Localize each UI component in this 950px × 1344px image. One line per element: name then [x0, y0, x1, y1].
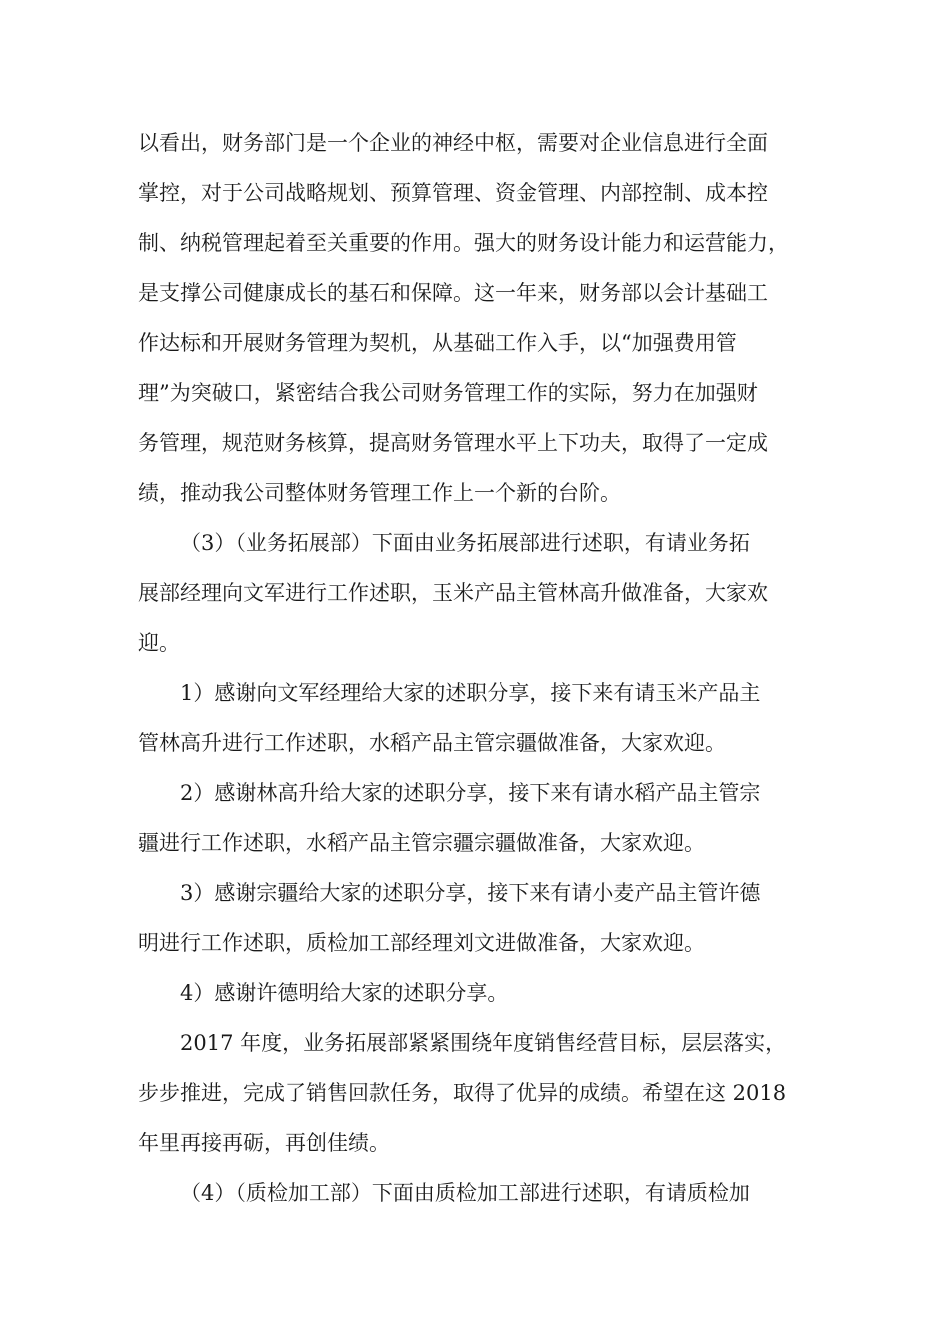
- text-line: 步步推进，完成了销售回款任务，取得了优异的成绩。希望在这 2018: [138, 1081, 787, 1105]
- text-line: 1）感谢向文军经理给大家的述职分享，接下来有请玉米产品主: [180, 681, 761, 705]
- text-line: 展部经理向文军进行工作述职，玉米产品主管林高升做准备，大家欢: [138, 581, 768, 605]
- text-line: 以看出，财务部门是一个企业的神经中枢，需要对企业信息进行全面: [138, 131, 768, 155]
- text-line: 掌控，对于公司战略规划、预算管理、资金管理、内部控制、成本控: [138, 181, 768, 205]
- text-line: 作达标和开展财务管理为契机，从基础工作入手，以“加强费用管: [138, 331, 737, 355]
- text-line: （3）（业务拓展部）下面由业务拓展部进行述职，有请业务拓: [180, 531, 750, 555]
- text-line: 疆进行工作述职，水稻产品主管宗疆宗疆做准备，大家欢迎。: [138, 831, 705, 855]
- text-line: （4）（质检加工部）下面由质检加工部进行述职，有请质检加: [180, 1181, 750, 1205]
- text-line: 是支撑公司健康成长的基石和保障。这一年来，财务部以会计基础工: [138, 281, 768, 305]
- text-line: 2017 年度，业务拓展部紧紧围绕年度销售经营目标，层层落实，: [180, 1031, 787, 1055]
- document-body: [138, 118, 828, 1218]
- text-line: 明进行工作述职，质检加工部经理刘文进做准备，大家欢迎。: [138, 931, 705, 955]
- text-line: 迎。: [138, 631, 180, 655]
- text-line: 4）感谢许德明给大家的述职分享。: [180, 981, 509, 1005]
- text-line: 理”为突破口，紧密结合我公司财务管理工作的实际，努力在加强财: [138, 381, 758, 405]
- text-line: 3）感谢宗疆给大家的述职分享，接下来有请小麦产品主管许德: [180, 881, 761, 905]
- text-line: 制、纳税管理起着至关重要的作用。强大的财务设计能力和运营能力，: [138, 231, 789, 255]
- text-line: 绩，推动我公司整体财务管理工作上一个新的台阶。: [138, 481, 621, 505]
- text-line: 管林高升进行工作述职，水稻产品主管宗疆做准备，大家欢迎。: [138, 731, 726, 755]
- text-line: 2）感谢林高升给大家的述职分享，接下来有请水稻产品主管宗: [180, 781, 761, 805]
- text-line: 年里再接再砺，再创佳绩。: [138, 1131, 390, 1155]
- text-line: 务管理，规范财务核算，提高财务管理水平上下功夫，取得了一定成: [138, 431, 768, 455]
